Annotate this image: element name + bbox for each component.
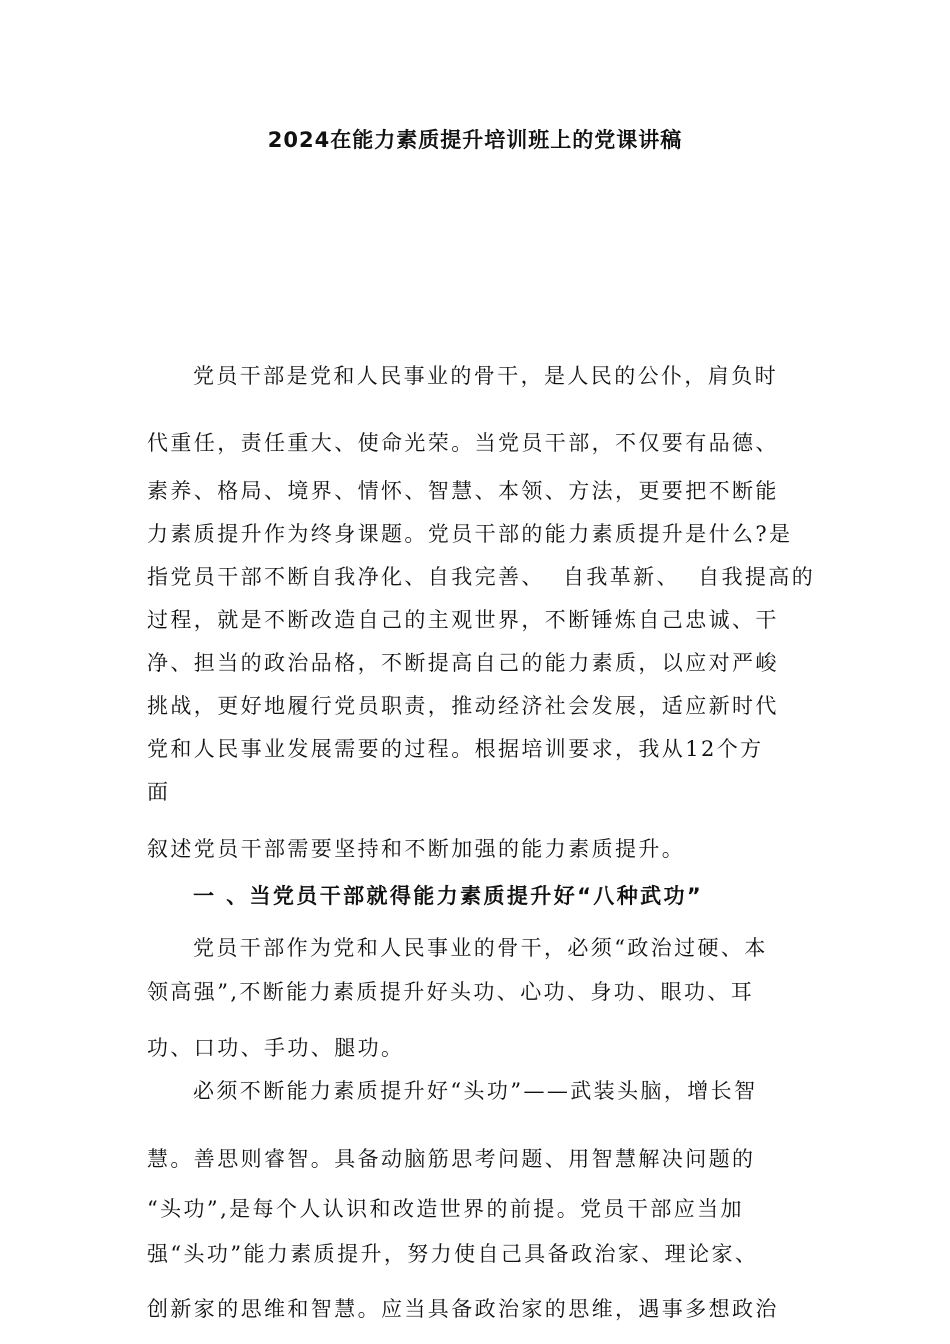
paragraph-line: “头功”,是每个人认识和改造世界的前提。党员干部应当加 bbox=[147, 1197, 744, 1221]
paragraph-line: 过程，就是不断改造自己的主观世界，不断锤炼自己忠诚、干 bbox=[147, 608, 779, 632]
paragraph-line: 党和人民事业发展需要的过程。根据培训要求，我从12个方 bbox=[147, 737, 764, 761]
paragraph-line: 叙述党员干部需要坚持和不断加强的能力素质提升。 bbox=[147, 837, 686, 861]
paragraph-line: 面 bbox=[147, 780, 171, 804]
paragraph-line: 必须不断能力素质提升好“头功”——武装头脑，增长智 bbox=[193, 1079, 758, 1103]
paragraph-line: 力素质提升作为终身课题。党员干部的能力素质提升是什么?是 bbox=[147, 522, 793, 546]
paragraph-line: 慧。善思则睿智。具备动脑筋思考问题、用智慧解决问题的 bbox=[147, 1147, 756, 1171]
paragraph-line: 指党员干部不断自我净化、自我完善、 自我革新、 自我提高的 bbox=[147, 565, 816, 589]
paragraph-line: 功、口功、手功、腿功。 bbox=[147, 1036, 405, 1060]
paragraph-line: 党员干部作为党和人民事业的骨干，必须“政治过硬、本 bbox=[193, 936, 768, 960]
paragraph-line: 素养、格局、境界、情怀、智慧、本领、方法，更要把不断能 bbox=[147, 479, 779, 503]
paragraph-line: 净、担当的政治品格，不断提高自己的能力素质，以应对严峻 bbox=[147, 651, 779, 675]
document-title: 2024在能力素质提升培训班上的党课讲稿 bbox=[267, 128, 683, 152]
paragraph-line: 强“头功”能力素质提升，努力使自己具备政治家、理论家、 bbox=[147, 1242, 759, 1266]
paragraph-line: 党员干部是党和人民事业的骨干，是人民的公仆，肩负时 bbox=[193, 364, 778, 388]
section-heading: 一 、当党员干部就得能力素质提升好“八种武功” bbox=[193, 884, 704, 908]
paragraph-line: 挑战，更好地履行党员职责，推动经济社会发展，适应新时代 bbox=[147, 694, 779, 718]
paragraph-line: 领高强”,不断能力素质提升好头功、心功、身功、眼功、耳 bbox=[147, 980, 755, 1004]
paragraph-line: 创新家的思维和智慧。应当具备政治家的思维，遇事多想政治 bbox=[147, 1297, 779, 1321]
paragraph-line: 代重任，责任重大、使命光荣。当党员干部，不仅要有品德、 bbox=[147, 431, 779, 455]
